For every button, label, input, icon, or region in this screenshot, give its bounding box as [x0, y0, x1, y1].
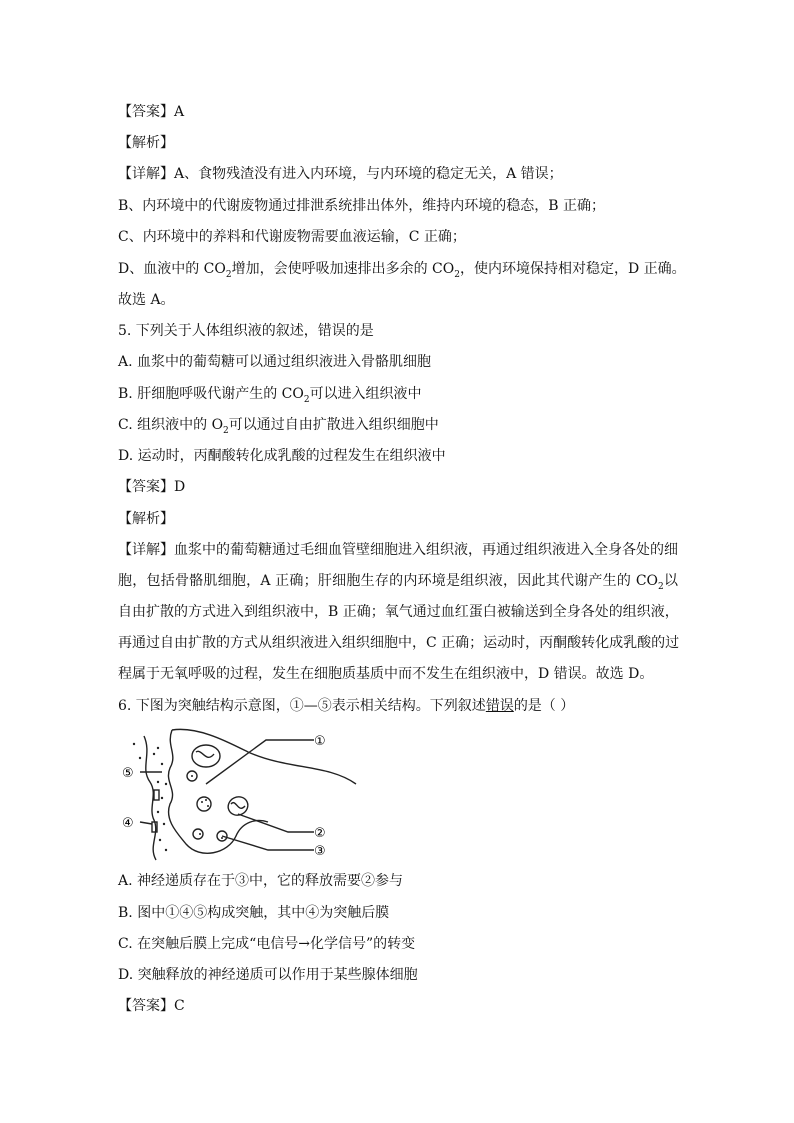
q4-conclusion: 故选 A。 — [118, 292, 175, 308]
q5-b-post: 可以进入组织液中 — [309, 386, 422, 402]
q6-stem — [118, 696, 678, 716]
q4-d-mid: 增加，会使呼吸加速排出多余的 CO — [231, 261, 455, 277]
q6-option-c: C. 在突触后膜上完成“电信号→化学信号”的转变 — [118, 936, 416, 952]
q6-option-d: D. 突触释放的神经递质可以作用于某些腺体细胞 — [118, 967, 418, 983]
label-3: ③ — [314, 844, 326, 859]
q5-b-pre: B. 肝细胞呼吸代谢产生的 CO — [118, 386, 304, 402]
q4-option-d-analysis — [118, 259, 686, 285]
mitochondrion-mid-crista — [231, 803, 245, 809]
q5-detail-line-3: 自由扩散的方式进入到组织液中，B 正确；氧气通过血红蛋白被输送到全身各处的组织液， — [118, 604, 679, 620]
q6-stem-post: 的是（ ） — [513, 698, 575, 714]
q6-stem-emphasis: 错误 — [485, 698, 514, 714]
q6-stem-pre: 6. 下图为突触结构示意图，①—⑤表示相关结构。下列叙述 — [118, 698, 486, 714]
q5-option-c — [118, 415, 678, 441]
mitochondrion-top-crista — [196, 751, 214, 757]
q4-analysis-label: 【解析】 — [118, 135, 174, 151]
leader-line-3 — [222, 836, 314, 850]
q6-option-b: B. 图中①④⑤构成突触，其中④为突触后膜 — [118, 905, 390, 921]
q5-detail-line-2 — [118, 571, 678, 597]
q5-analysis-label: 【解析】 — [118, 511, 174, 527]
presynaptic-membrane — [168, 730, 268, 853]
q5-d2-post: 以 — [663, 573, 679, 589]
q5-c-sub: 2 — [223, 425, 229, 436]
q4-detail: 【详解】A、食物残渣没有进入内环境，与内环境的稳定无关，A 错误； — [118, 166, 563, 182]
q4-d-sub2: 2 — [454, 269, 460, 280]
q4-d-pre: D、血液中的 CO — [118, 261, 226, 277]
q4-d-post: ，使内环境保持相对稳定，D 正确。 — [459, 261, 686, 277]
q6-option-a: A. 神经递质存在于③中，它的释放需要②参与 — [118, 873, 404, 889]
q4-option-c-analysis: C、内环境中的养料和代谢废物需要血液运输，C 正确； — [118, 229, 466, 245]
leader-line-1 — [206, 740, 314, 784]
vesicle-2 — [197, 797, 211, 811]
q5-option-a: A. 血浆中的葡萄糖可以通过组织液进入骨骼肌细胞 — [118, 354, 432, 370]
q5-detail-line-1: 【详解】血浆中的葡萄糖通过毛细血管壁细胞进入组织液，再通过组织液进入全身各处的细 — [118, 542, 678, 558]
q5-answer: 【答案】D — [118, 479, 186, 495]
q5-d2-pre: 胞，包括骨骼肌细胞，A 正确；肝细胞生存的内环境是组织液，因此其代谢产生的 CO — [118, 573, 659, 589]
label-2: ② — [314, 826, 326, 841]
q5-detail-line-5: 程属于无氧呼吸的过程，发生在细胞质基质中而不发生在组织液中，D 错误。故选 D。 — [118, 666, 654, 682]
q5-d2-sub: 2 — [658, 581, 664, 592]
q5-option-d: D. 运动时，丙酮酸转化成乳酸的过程发生在组织液中 — [118, 448, 446, 464]
q4-option-b-analysis: B、内环境中的代谢废物通过排泄系统排出体外，维持内环境的稳态，B 正确； — [118, 198, 606, 214]
label-1: ① — [314, 734, 326, 749]
q5-detail-line-4: 再通过自由扩散的方式从组织液进入组织细胞中，C 正确；运动时，丙酮酸转化成乳酸的过 — [118, 635, 680, 651]
q5-option-b — [118, 384, 678, 410]
vesicle-3 — [193, 829, 203, 839]
q4-d-sub1: 2 — [225, 269, 232, 280]
q5-b-sub: 2 — [303, 394, 310, 405]
label-4: ④ — [122, 816, 134, 831]
leader-line-4 — [140, 822, 152, 824]
q5-stem: 5. 下列关于人体组织液的叙述，错误的是 — [118, 323, 374, 339]
q6-answer: 【答案】C — [118, 998, 185, 1014]
axon-membrane — [172, 729, 356, 784]
q5-c-pre: C. 组织液中的 O — [118, 417, 224, 433]
q4-answer: 【答案】A — [118, 104, 185, 120]
label-5: ⑤ — [122, 766, 134, 781]
receptor-1 — [154, 790, 159, 800]
synapse-diagram — [118, 724, 358, 864]
q5-c-post: 可以通过自由扩散进入组织细胞中 — [228, 417, 439, 433]
